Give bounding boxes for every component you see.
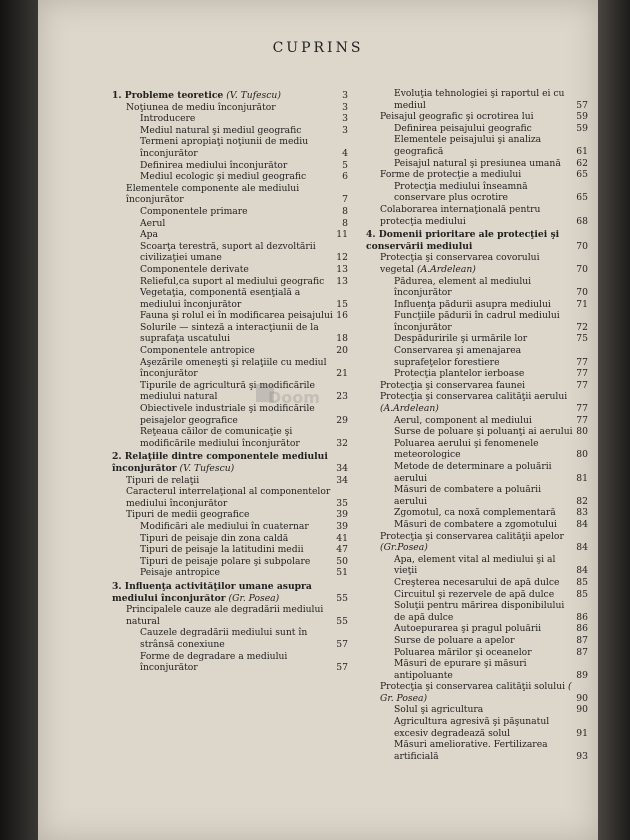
toc-entry-page-number: 80 <box>576 426 588 438</box>
toc-entry-title: Definirea peisajului geografic <box>394 122 532 134</box>
toc-entry-title: Reţeaua căilor de comunicaţie şi modificările mediului înconjurător <box>140 426 300 449</box>
toc-entry-page-number: 91 <box>576 727 588 739</box>
page-edge-shadow <box>598 0 630 840</box>
toc-entry <box>366 589 588 601</box>
toc-entry-page-number: 84 <box>576 542 588 554</box>
toc-entry-title: Scoarţa terestră, suport al dezvoltării civilizaţiei umane <box>140 240 316 264</box>
toc-entry-page-number: 55 <box>336 615 348 627</box>
toc-entry-page-number: 59 <box>576 122 588 134</box>
toc-entry-title: Apa <box>140 229 158 241</box>
toc-entry <box>366 635 588 647</box>
toc-entry-title: Influenţa pădurii asupra mediului <box>394 298 551 310</box>
toc-entry-title: Obiectivele industriale şi modificările peisajelor geografice <box>140 403 315 426</box>
toc-entry-page-number: 59 <box>576 111 588 123</box>
toc-entry <box>366 531 588 554</box>
toc-entry-title: Peisajul geografic şi ocrotirea lui <box>380 111 534 123</box>
toc-entry-page-number: 77 <box>576 403 588 415</box>
toc-entry <box>366 554 588 577</box>
toc-entry-title: Influenţa activităţilor umane asupra mediului înconjurător <box>112 580 312 604</box>
toc-entry <box>366 739 588 762</box>
toc-entry-page-number: 4 <box>342 147 348 159</box>
toc-entry <box>366 415 588 427</box>
book-spine-shadow <box>0 0 38 840</box>
toc-entry <box>366 229 588 252</box>
toc-entry-title: Noţiunea de mediu înconjurător <box>126 101 276 113</box>
page-title: CUPRINS <box>272 40 364 56</box>
toc-entry-page-number: 85 <box>576 588 588 600</box>
toc-entry-page-number: 55 <box>336 592 348 604</box>
toc-entry-page-number: 84 <box>576 565 588 577</box>
toc-entry-title: Cauzele degradării mediului sunt în strânsă conexiune <box>140 627 308 650</box>
toc-entry-page-number: 77 <box>576 379 588 391</box>
toc-entry-title: Funcţiile pădurii în cadrul mediului înconjurător <box>394 310 560 333</box>
toc-entry <box>366 484 588 507</box>
toc-entry-title: Solul şi agricultura <box>394 704 484 716</box>
toc-entry-page-number: 71 <box>576 298 588 310</box>
toc-entry <box>112 567 348 579</box>
toc-entry-page-number: 7 <box>342 194 348 206</box>
toc-entry-page-number: 57 <box>576 99 588 111</box>
toc-entry <box>112 533 348 545</box>
toc-entry-title: Domenii prioritare ale protecţiei şi conservării mediului <box>366 229 560 252</box>
toc-entry-title: Aşezările omeneşti şi relaţiile cu mediul înconjurător <box>140 356 327 380</box>
toc-entry-title: Despăduririle şi urmările lor <box>394 333 528 345</box>
toc-entry <box>366 716 588 739</box>
toc-entry-page-number: 3 <box>342 113 348 125</box>
toc-entry-title: Forme de protecţie a mediului <box>380 169 522 181</box>
toc-entry <box>112 581 348 604</box>
toc-entry <box>112 206 348 218</box>
toc-entry-page-number: 72 <box>576 321 588 333</box>
toc-entry-page-number: 87 <box>576 634 588 646</box>
toc-entry-title: Vegetaţia, componentă esenţială a mediului înconjurător <box>140 287 301 310</box>
toc-entry-title: Măsuri de combatere a zgomotului <box>394 518 557 530</box>
toc-entry-title: Pădurea, element al mediului înconjurător <box>394 275 532 299</box>
toc-entry <box>366 333 588 345</box>
toc-entry-number: 2. <box>112 451 125 463</box>
toc-entry-title: Forme de degradare a mediului înconjurător <box>140 650 288 674</box>
toc-entry <box>112 310 348 322</box>
toc-entry <box>366 519 588 531</box>
toc-entry-title: Protecţia şi conservarea calităţii solului <box>380 681 566 693</box>
toc-entry-page-number: 3 <box>342 90 348 101</box>
toc-entry-page-number: 90 <box>576 692 588 704</box>
toc-entry-title: Zgomotul, ca noxă complementară <box>394 507 556 519</box>
toc-entry <box>112 604 348 627</box>
toc-entry-page-number: 84 <box>576 518 588 530</box>
toc-entry-title: Mediul natural şi mediul geografic <box>140 124 302 136</box>
toc-right-column <box>366 88 588 762</box>
toc-entry-title: Surse de poluare şi poluanţi ai aerului <box>394 426 573 438</box>
toc-entry-title: Tipuri de peisaje din zona caldă <box>140 532 289 544</box>
toc-entry-page-number: 11 <box>336 229 348 241</box>
toc-entry-page-number: 15 <box>336 298 348 310</box>
toc-entry-title: Definirea mediului înconjurător <box>140 159 288 171</box>
toc-entry-title: Tipurile de agricultură şi modificările mediului natural <box>140 379 315 403</box>
toc-entry <box>112 521 348 533</box>
toc-entry <box>112 160 348 172</box>
toc-entry-page-number: 13 <box>336 275 348 287</box>
toc-entry <box>366 380 588 392</box>
toc-entry <box>112 475 348 487</box>
toc-entry-page-number: 34 <box>336 474 348 486</box>
toc-entry-page-number: 68 <box>576 215 588 227</box>
toc-entry-page-number: 83 <box>576 507 588 519</box>
toc-entry-title: Modificări ale mediului în cuaternar <box>140 520 309 532</box>
toc-entry <box>366 426 588 438</box>
toc-entry-title: Soluţii pentru mărirea disponibilului de apă dulce <box>394 600 565 623</box>
toc-entry <box>366 704 588 716</box>
toc-entry <box>366 681 588 704</box>
toc-entry-page-number: 51 <box>336 567 348 579</box>
toc-entry-page-number: 3 <box>342 101 348 113</box>
toc-entry-author: (A.Ardelean) <box>414 263 476 275</box>
toc-entry-title: Aerul, component al mediului <box>394 414 532 426</box>
toc-entry-page-number: 6 <box>342 171 348 183</box>
toc-entry-number: 4. <box>366 229 379 241</box>
toc-entry <box>366 299 588 311</box>
toc-entry-title: Aerul <box>140 217 166 229</box>
toc-entry-page-number: 12 <box>336 252 348 264</box>
toc-entry-page-number: 80 <box>576 449 588 461</box>
toc-entry-page-number: 39 <box>336 509 348 521</box>
toc-entry-author: (V. Tufescu) <box>223 90 281 101</box>
toc-entry <box>112 241 348 264</box>
toc-entry <box>366 252 588 275</box>
toc-entry-title: Componentele primare <box>140 205 248 217</box>
toc-entry-number: 1. <box>112 90 125 101</box>
toc-entry <box>366 345 588 368</box>
toc-entry-title: Măsuri ameliorative. Fertilizarea artificială <box>394 739 548 762</box>
book-page <box>38 0 598 840</box>
toc-entry-title: Protecţia şi conservarea calităţii apelor <box>380 530 564 542</box>
toc-entry <box>366 391 588 414</box>
toc-entry <box>112 171 348 183</box>
toc-entry-title: Măsuri de combatere a poluării aerului <box>394 484 542 507</box>
toc-entry-page-number: 90 <box>576 704 588 716</box>
toc-entry <box>112 113 348 125</box>
toc-entry-title: Tipuri de medii geografice <box>126 509 250 521</box>
toc-entry-page-number: 62 <box>576 157 588 169</box>
toc-entry-title: Protecţia mediului înseamnă conservare plus ocrotire <box>394 180 528 204</box>
toc-entry-title: Peisajul natural şi presiunea umană <box>394 157 561 169</box>
toc-entry-number: 3. <box>112 580 125 592</box>
toc-entry-title: Termeni apropiaţi noţiunii de mediu înconjurător <box>140 136 309 159</box>
toc-entry-page-number: 21 <box>336 368 348 380</box>
toc-entry-page-number: 8 <box>342 217 348 229</box>
toc-entry <box>366 134 588 157</box>
toc-entry-page-number: 87 <box>576 646 588 658</box>
toc-entry <box>112 102 348 114</box>
toc-entry-page-number: 70 <box>576 240 588 252</box>
toc-entry-title: Protecţia şi conservarea covorului vegetal <box>380 252 540 275</box>
toc-entry-title: Componentele antropice <box>140 345 255 357</box>
toc-entry-title: Apa, element vital al mediului şi al vieţii <box>394 553 556 577</box>
toc-entry-title: Colaborarea internaţională pentru protecţia mediului <box>380 203 541 227</box>
toc-entry <box>112 509 348 521</box>
toc-entry <box>112 287 348 310</box>
toc-entry <box>112 218 348 230</box>
toc-entry <box>366 310 588 333</box>
toc-entry-title: Creşterea necesarului de apă dulce <box>394 576 560 588</box>
toc-entry-page-number: 77 <box>576 368 588 380</box>
toc-entry-author: (A.Ardelean) <box>380 403 439 415</box>
toc-entry <box>112 651 348 674</box>
toc-entry <box>366 368 588 380</box>
toc-entry-title: Conservarea şi amenajarea suprafeţelor forestiere <box>394 345 522 368</box>
toc-entry-page-number: 65 <box>576 192 588 204</box>
toc-entry-page-number: 34 <box>336 463 348 474</box>
toc-entry <box>366 577 588 589</box>
toc-entry-title: Componentele derivate <box>140 263 249 275</box>
toc-entry <box>112 136 348 159</box>
toc-entry-page-number: 8 <box>342 205 348 217</box>
toc-entry <box>112 322 348 345</box>
toc-entry-page-number: 75 <box>576 333 588 345</box>
toc-entry <box>366 507 588 519</box>
toc-entry <box>366 600 588 623</box>
toc-entry <box>366 438 588 461</box>
toc-entry <box>112 125 348 137</box>
toc-entry-page-number: 86 <box>576 623 588 635</box>
toc-entry-title: Probleme teoretice <box>124 90 224 101</box>
toc-entry-page-number: 20 <box>336 345 348 357</box>
toc-entry-page-number: 50 <box>336 555 348 567</box>
watermark-text: Doom <box>268 388 320 407</box>
toc-entry-page-number: 32 <box>336 437 348 449</box>
toc-entry-page-number: 86 <box>576 611 588 623</box>
toc-entry <box>112 627 348 650</box>
toc-entry-page-number: 39 <box>336 520 348 532</box>
toc-entry-page-number: 82 <box>576 495 588 507</box>
toc-entry <box>112 90 348 102</box>
toc-entry-title: Metode de determinare a poluării aerului <box>394 461 552 484</box>
toc-entry <box>112 276 348 288</box>
toc-entry-title: Protecţia şi conservarea calităţii aerului <box>380 391 568 403</box>
toc-entry <box>366 111 588 123</box>
toc-entry-title: Peisaje antropice <box>140 567 220 579</box>
toc-entry-page-number: 77 <box>576 356 588 368</box>
toc-entry-page-number: 5 <box>342 159 348 171</box>
toc-left-column <box>112 88 348 674</box>
toc-entry-title: Fauna şi rolul ei în modificarea peisajului <box>140 310 333 322</box>
toc-entry-page-number: 13 <box>336 263 348 275</box>
toc-entry <box>112 544 348 556</box>
toc-entry-title: Introducere <box>140 113 196 125</box>
toc-entry-page-number: 61 <box>576 145 588 157</box>
toc-entry-page-number: 29 <box>336 414 348 426</box>
toc-entry <box>366 623 588 635</box>
toc-entry-title: Evoluţia tehnologiei şi raportul ei cu mediul <box>394 88 565 111</box>
toc-entry-author: (V. Tufescu) <box>176 463 235 474</box>
toc-entry-title: Surse de poluare a apelor <box>394 634 515 646</box>
toc-entry <box>112 345 348 357</box>
toc-entry <box>366 181 588 204</box>
toc-entry-title: Solurile — sinteză a interacţiunii de la suprafaţa uscatului <box>140 321 319 345</box>
toc-entry-title: Protecţia plantelor ierboase <box>394 368 525 380</box>
toc-entry <box>366 204 588 227</box>
toc-entry <box>112 426 348 449</box>
toc-entry-author: (Gr.Posea) <box>380 542 428 554</box>
toc-entry-page-number: 57 <box>336 662 348 674</box>
toc-entry-page-number: 35 <box>336 497 348 509</box>
toc-entry-title: Circuitul şi rezervele de apă dulce <box>394 588 555 600</box>
toc-entry-page-number: 93 <box>576 750 588 762</box>
toc-entry <box>366 169 588 181</box>
toc-entry <box>112 556 348 568</box>
toc-entry-title: Tipuri de peisaje la latitudini medii <box>140 544 304 556</box>
toc-entry <box>112 264 348 276</box>
toc-entry-page-number: 85 <box>576 576 588 588</box>
toc-entry-title: Agricultura agresivă şi păşunatul excesiv degradează solul <box>394 716 550 739</box>
toc-entry-title: Relaţiile dintre componentele mediului înconjurător <box>112 451 328 474</box>
toc-entry-page-number: 16 <box>336 310 348 322</box>
toc-entry-page-number: 89 <box>576 669 588 681</box>
toc-entry <box>366 658 588 681</box>
toc-entry-title: Măsuri de epurare şi măsuri antipoluante <box>394 658 527 681</box>
toc-entry-title: Mediul ecologic şi mediul geografic <box>140 171 307 183</box>
toc-entry-page-number: 81 <box>576 472 588 484</box>
toc-entry-title: Elementele peisajului şi analiza geografică <box>394 134 542 157</box>
toc-entry-page-number: 18 <box>336 333 348 345</box>
toc-entry-page-number: 77 <box>576 414 588 426</box>
toc-entry-page-number: 70 <box>576 287 588 299</box>
toc-entry <box>112 486 348 509</box>
toc-entry-page-number: 57 <box>336 638 348 650</box>
toc-entry-author: ( Gr. Posea) <box>380 681 572 704</box>
toc-entry-page-number: 23 <box>336 391 348 403</box>
toc-entry-title: Protecţia şi conservarea faunei <box>380 379 526 391</box>
toc-entry <box>366 88 588 111</box>
toc-entry-page-number: 65 <box>576 169 588 181</box>
toc-entry <box>366 158 588 170</box>
toc-entry <box>366 647 588 659</box>
toc-entry <box>112 357 348 380</box>
toc-entry-title: Poluarea mărilor şi oceanelor <box>394 646 532 658</box>
toc-entry-title: Principalele cauze ale degradării mediului natural <box>126 604 324 627</box>
toc-entry <box>112 451 348 474</box>
toc-entry <box>366 276 588 299</box>
toc-entry-title: Tipuri de relaţii <box>126 474 200 486</box>
toc-entry-title: Elementele componente ale mediului înconjurător <box>126 182 300 206</box>
toc-entry <box>112 183 348 206</box>
toc-entry-title: Relieful,ca suport al mediului geografic <box>140 275 325 287</box>
toc-entry-title: Tipuri de peisaje polare şi subpolare <box>140 555 311 567</box>
toc-entry <box>366 123 588 135</box>
toc-entry <box>366 461 588 484</box>
toc-entry-title: Caracterul interrelaţional al componentelor mediului înconjurător <box>126 486 331 509</box>
toc-entry-author: (Gr. Posea) <box>225 592 280 604</box>
toc-entry-page-number: 70 <box>576 263 588 275</box>
toc-entry <box>112 229 348 241</box>
toc-entry-title: Poluarea aerului şi fenomenele meteorologice <box>394 437 539 461</box>
toc-entry-page-number: 41 <box>336 532 348 544</box>
toc-entry-page-number: 47 <box>336 544 348 556</box>
toc-entry-page-number: 3 <box>342 124 348 136</box>
toc-entry-title: Autoepurarea şi pragul poluării <box>394 623 542 635</box>
